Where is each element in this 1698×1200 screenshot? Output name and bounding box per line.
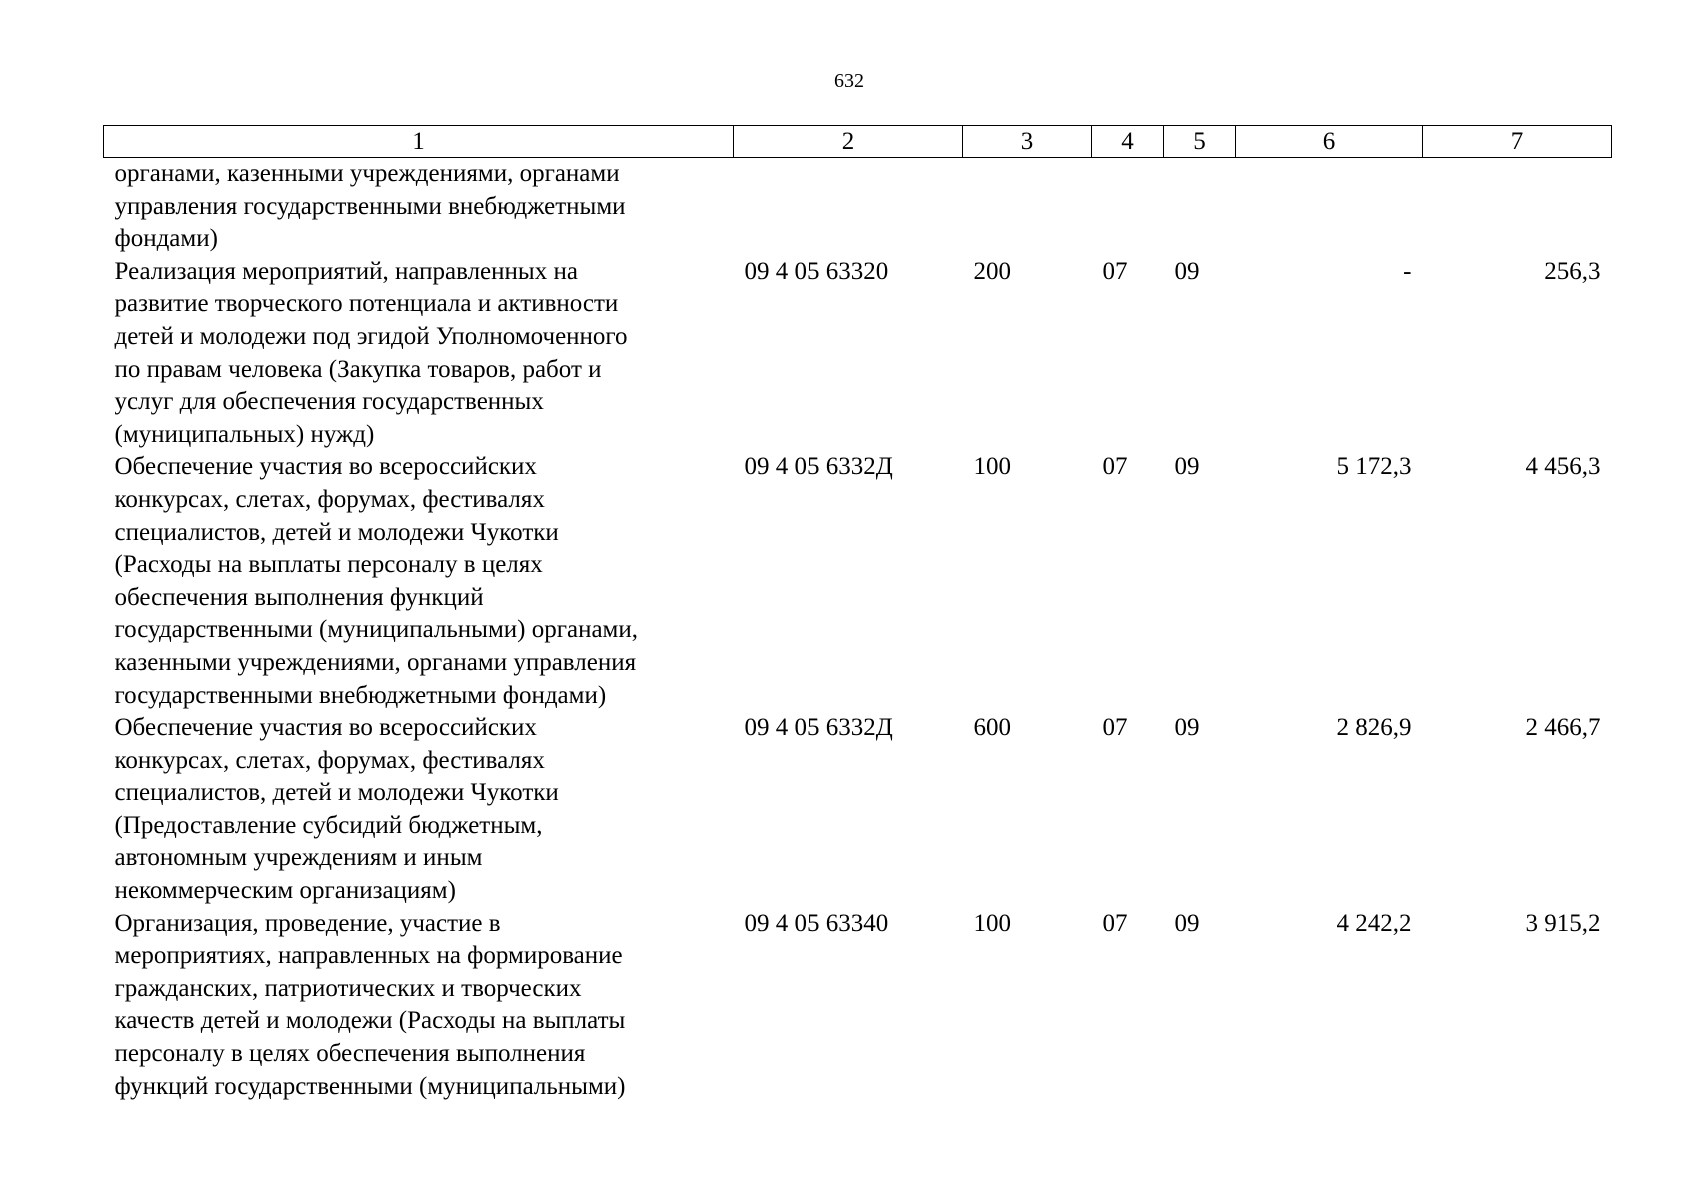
row-section: 07	[1102, 909, 1128, 937]
column-header-4: 4	[1092, 126, 1164, 158]
row-description: Реализация мероприятий, направленных на развитие творческого потенциала и активности детей и молодежи под эгидой Уполномоченного по правам человека (Закупка товаров, работ и услуг для обеспечения государственных (муниципальных) нужд)	[114, 257, 628, 448]
column-header-2: 2	[734, 126, 963, 158]
row-expense-type: 100	[973, 909, 1011, 937]
table-header-row	[104, 126, 1612, 158]
row-value-col6: 2 826,9	[1336, 714, 1412, 742]
row-code: 09 4 05 63340	[744, 909, 889, 937]
row-section: 07	[1102, 714, 1128, 742]
page-number: 632	[834, 70, 864, 92]
row-code: 09 4 05 63320	[744, 257, 889, 285]
row-expense-type: 600	[973, 714, 1011, 742]
table-row	[104, 256, 1612, 452]
column-header-3: 3	[963, 126, 1092, 158]
row-subsection: 09	[1174, 714, 1200, 742]
row-value-col7	[1423, 158, 1612, 256]
table-row	[104, 451, 1612, 712]
column-header-1: 1	[104, 126, 734, 158]
table-row	[104, 158, 1612, 256]
row-value-col6: 5 172,3	[1336, 453, 1412, 481]
row-value-col6	[1236, 158, 1423, 256]
row-section	[1092, 158, 1164, 256]
row-subsection	[1164, 158, 1236, 256]
row-description: органами, казенными учреждениями, органами управления государственными внебюджетными фондами)	[114, 160, 626, 253]
row-expense-type: 200	[973, 257, 1011, 285]
row-description: Обеспечение участия во всероссийских конкурсах, слетах, форумах, фестивалях специалистов, детей и молодежи Чукотки (Расходы на выплаты персоналу в целях обеспечения выполнения функций государственными (муниципальными) органами, казенными учреждениями, органами управления государственными внебюджетными фондами)	[114, 453, 638, 709]
row-subsection: 09	[1174, 257, 1200, 285]
table-row	[104, 712, 1612, 908]
row-value-col7: 256,3	[1544, 257, 1601, 285]
column-header-7: 7	[1423, 126, 1612, 158]
row-section: 07	[1102, 453, 1128, 481]
row-subsection: 09	[1174, 453, 1200, 481]
row-code: 09 4 05 6332Д	[744, 453, 893, 481]
row-code: 09 4 05 6332Д	[744, 714, 893, 742]
column-header-5: 5	[1164, 126, 1236, 158]
table-row	[104, 908, 1612, 1104]
row-description: Организация, проведение, участие в мероприятиях, направленных на формирование гражданских, патриотических и творческих качеств детей и молодежи (Расходы на выплаты персоналу в целях обеспечения выполнения функций государственными (муниципальными)	[114, 909, 626, 1100]
row-expense-type	[963, 158, 1092, 256]
row-value-col6: 4 242,2	[1336, 909, 1412, 937]
row-expense-type: 100	[973, 453, 1011, 481]
row-value-col7: 3 915,2	[1525, 909, 1601, 937]
row-value-col7: 4 456,3	[1525, 453, 1601, 481]
row-section: 07	[1102, 257, 1128, 285]
row-subsection: 09	[1174, 909, 1200, 937]
column-header-6: 6	[1236, 126, 1423, 158]
row-description: Обеспечение участия во всероссийских конкурсах, слетах, форумах, фестивалях специалистов, детей и молодежи Чукотки (Предоставление субсидий бюджетным, автономным учреждениям и иным некоммерческим организациям)	[114, 714, 559, 905]
row-value-col7: 2 466,7	[1525, 714, 1601, 742]
row-code	[734, 158, 963, 256]
row-value-col6: -	[1403, 257, 1412, 285]
budget-table	[103, 125, 1612, 1103]
